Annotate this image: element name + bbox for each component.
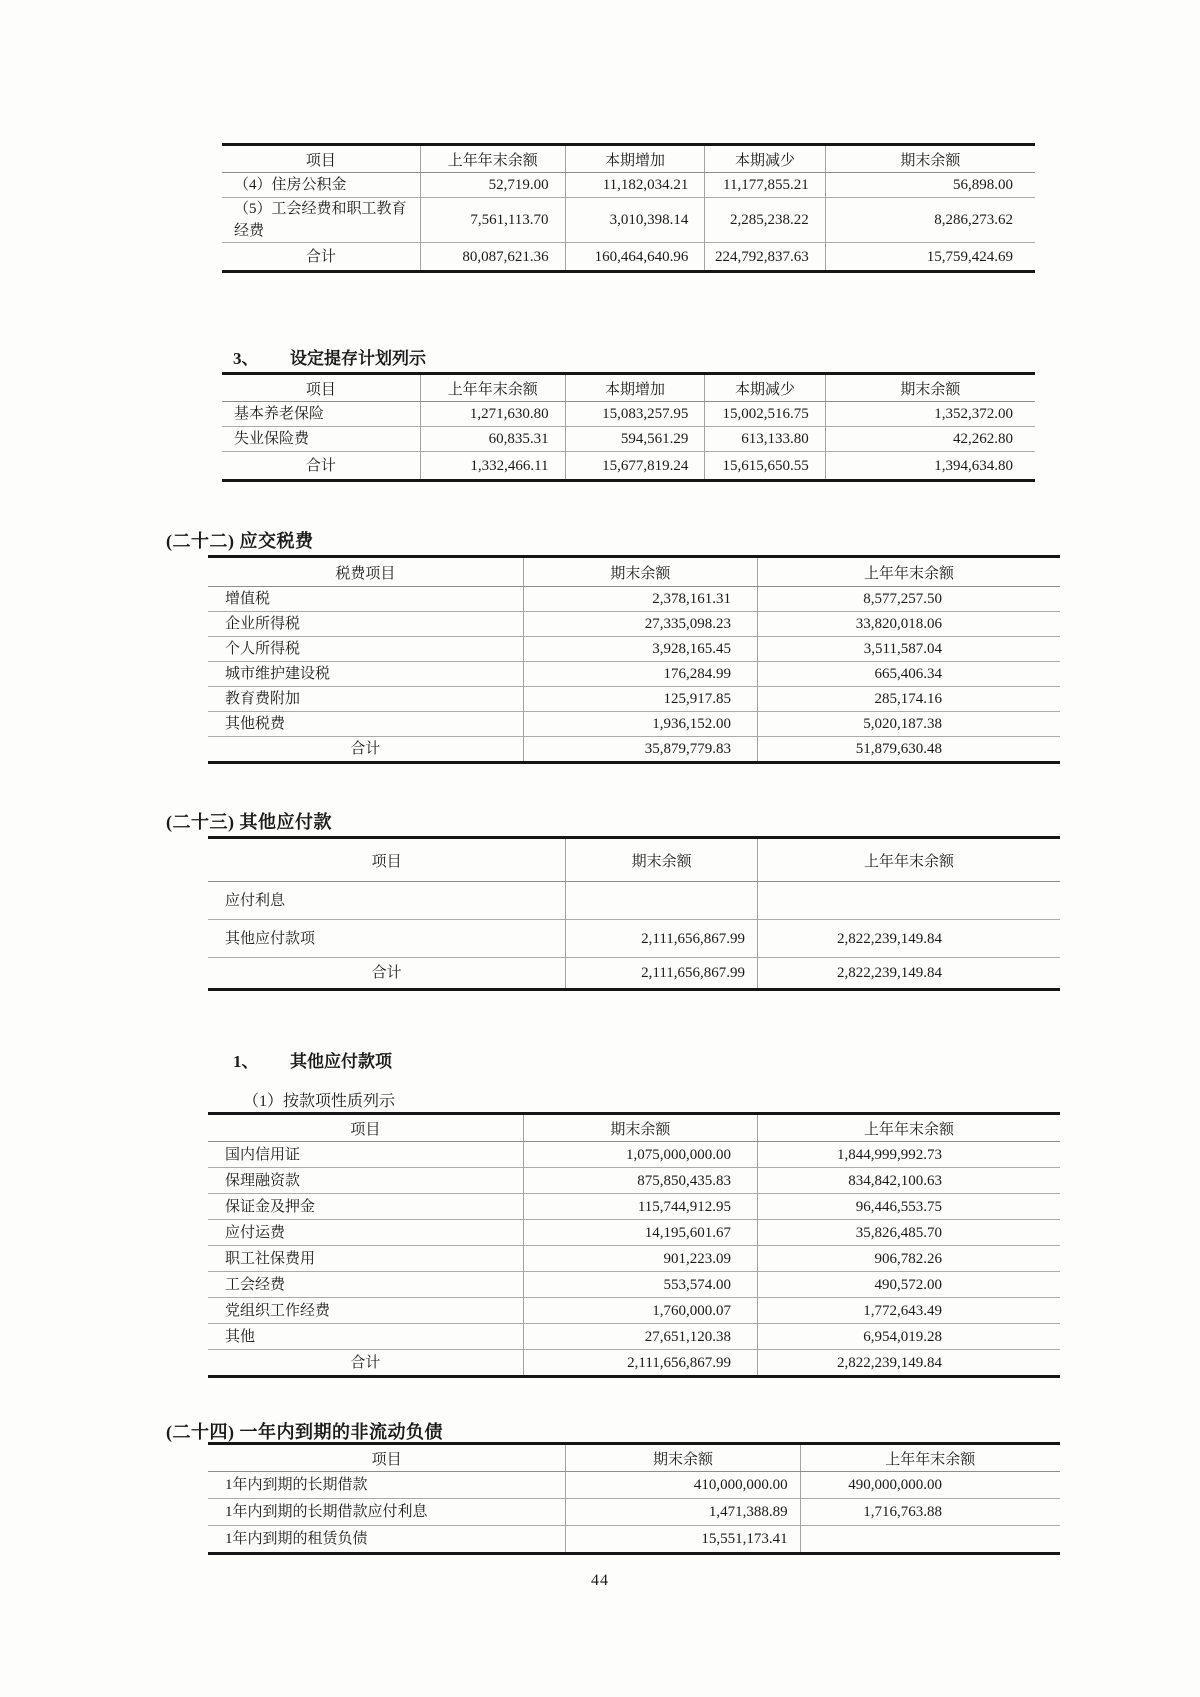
column-header: 项目 (208, 1444, 566, 1472)
column-header: 期末余额 (523, 1114, 757, 1142)
other-payables-grid (208, 836, 1060, 991)
row-label: 其他 (208, 1324, 523, 1350)
cell-value: 15,677,819.24 (565, 452, 705, 481)
cell-value: 2,111,656,867.99 (566, 920, 758, 958)
cell-value: 906,782.26 (758, 1246, 1060, 1272)
cell-value: 1,844,999,992.73 (758, 1142, 1060, 1168)
row-label: 教育费附加 (208, 687, 523, 712)
cell-value: 52,719.00 (420, 173, 565, 198)
cell-value: 665,406.34 (758, 662, 1060, 687)
cell-value: 901,223.09 (523, 1246, 757, 1272)
cell-value: 553,574.00 (523, 1272, 757, 1298)
cell-value: 27,335,098.23 (523, 612, 757, 637)
column-header: 期末余额 (523, 557, 757, 587)
cell-value: 176,284.99 (523, 662, 757, 687)
cell-value: 875,850,435.83 (523, 1168, 757, 1194)
other-payables-by-nature-table (208, 1112, 1060, 1378)
cell-value: 834,842,100.63 (758, 1168, 1060, 1194)
cell-value: 8,577,257.50 (758, 587, 1060, 612)
row-label: 1年内到期的长期借款 (225, 1477, 368, 1493)
column-header: 上年年末余额 (758, 557, 1060, 587)
section-23-heading: (二十三) 其他应付款 (166, 812, 332, 832)
cell-value: 15,083,257.95 (565, 402, 705, 427)
cell-value: 2,111,656,867.99 (523, 1350, 757, 1377)
row-label: 企业所得税 (208, 612, 523, 637)
row-label: 保理融资款 (208, 1168, 523, 1194)
column-header: 项目 (208, 1114, 523, 1142)
cell-value: 15,002,516.75 (705, 402, 825, 427)
row-label: 保证金及押金 (208, 1194, 523, 1220)
row-label: 应付运费 (208, 1220, 523, 1246)
cell-value: 3,511,587.04 (758, 637, 1060, 662)
cell-value: 35,879,779.83 (523, 737, 757, 763)
section-3-heading (233, 344, 426, 369)
column-header: 期末余额 (566, 838, 758, 882)
cell-value: 56,898.00 (825, 173, 1035, 198)
section-3-title: 设定提存计划列示 (290, 349, 426, 368)
row-label: 其他税费 (208, 712, 523, 737)
column-header: 本期减少 (705, 145, 825, 173)
row-label: 个人所得税 (208, 637, 523, 662)
column-header: 项目 (208, 838, 566, 882)
cell-value: 1,352,372.00 (825, 402, 1035, 427)
cell-value: 1,394,634.80 (825, 452, 1035, 481)
cell-value: 1,760,000.07 (523, 1298, 757, 1324)
cell-value: 2,822,239,149.84 (758, 920, 1060, 958)
staff-costs-continued-table (222, 143, 1035, 273)
cell-value (566, 882, 758, 920)
cell-value: 15,759,424.69 (825, 243, 1035, 272)
subsection-1-number: 1、 (233, 1052, 259, 1071)
cell-value: 1,716,763.88 (800, 1499, 1060, 1526)
cell-value: 14,195,601.67 (523, 1220, 757, 1246)
taxes-payable-grid (208, 555, 1060, 764)
cell-value: 2,822,239,149.84 (758, 958, 1060, 990)
column-header: 上年年末余额 (758, 838, 1060, 882)
other-payables-by-nature-grid (208, 1112, 1060, 1378)
column-header: 期末余额 (825, 145, 1035, 173)
cell-value: 490,572.00 (758, 1272, 1060, 1298)
cell-value: 6,954,019.28 (758, 1324, 1060, 1350)
row-label: 基本养老保险 (234, 406, 325, 422)
cell-value: 3,928,165.45 (523, 637, 757, 662)
cell-value: 5,020,187.38 (758, 712, 1060, 737)
column-header: 期末余额 (566, 1444, 800, 1472)
row-label: 城市维护建设税 (208, 662, 523, 687)
row-label: 党组织工作经费 (208, 1298, 523, 1324)
noncurrent-liabilities-table (208, 1442, 1060, 1555)
defined-contribution-grid (222, 372, 1035, 482)
cell-value: 27,651,120.38 (523, 1324, 757, 1350)
cell-value: 96,446,553.75 (758, 1194, 1060, 1220)
column-header: 税费项目 (208, 557, 523, 587)
total-row-label: 合计 (222, 243, 420, 272)
row-label: （4）住房公积金 (234, 177, 347, 193)
cell-value: 115,744,912.95 (523, 1194, 757, 1220)
cell-value: 42,262.80 (825, 427, 1035, 452)
noncurrent-due-1y-grid (208, 1442, 1060, 1555)
cell-value: 1,332,466.11 (420, 452, 565, 481)
total-row-label: 合计 (208, 1350, 523, 1377)
cell-value: 8,286,273.62 (825, 198, 1035, 243)
section-3-number: 3、 (233, 349, 259, 368)
section-22-heading: (二十二) 应交税费 (166, 531, 314, 551)
column-header: 项目 (222, 374, 420, 402)
column-header: 本期增加 (565, 374, 705, 402)
row-label: 工会经费 (208, 1272, 523, 1298)
cell-value: 1,471,388.89 (566, 1499, 800, 1526)
cell-value: 3,010,398.14 (565, 198, 705, 243)
cell-value: 15,551,173.41 (566, 1526, 800, 1554)
cell-value: 160,464,640.96 (565, 243, 705, 272)
cell-value: 80,087,621.36 (420, 243, 565, 272)
cell-value: 15,615,650.55 (705, 452, 825, 481)
cell-value: 1,772,643.49 (758, 1298, 1060, 1324)
cell-value: 33,820,018.06 (758, 612, 1060, 637)
row-label: 1年内到期的租赁负债 (208, 1526, 566, 1554)
row-label: 1年内到期的长期借款应付利息 (208, 1499, 566, 1526)
cell-value: 7,561,113.70 (420, 198, 565, 243)
cell-value: 11,182,034.21 (565, 173, 705, 198)
row-label: 应付利息 (225, 892, 286, 909)
column-header: 上年年末余额 (800, 1444, 1060, 1472)
column-header: 上年年末余额 (420, 145, 565, 173)
taxes-payable-table (208, 555, 1060, 764)
defined-contribution-table (222, 372, 1035, 482)
cell-value: 594,561.29 (565, 427, 705, 452)
section-24-heading: (二十四) 一年内到期的非流动负债 (166, 1422, 443, 1442)
row-label: 其他应付款项 (208, 920, 566, 958)
subsection-1-title: 其他应付款项 (290, 1052, 392, 1071)
cell-value: 1,936,152.00 (523, 712, 757, 737)
cell-value: 410,000,000.00 (566, 1472, 800, 1499)
cell-value: 613,133.80 (705, 427, 825, 452)
cell-value: 60,835.31 (420, 427, 565, 452)
cell-value (758, 882, 1060, 920)
column-header: 上年年末余额 (420, 374, 565, 402)
cell-value: 490,000,000.00 (800, 1472, 1060, 1499)
column-header: 上年年末余额 (758, 1114, 1060, 1142)
by-nature-subheading: （1）按款项性质列示 (243, 1093, 396, 1110)
cell-value: 2,378,161.31 (523, 587, 757, 612)
cell-value: 2,822,239,149.84 (758, 1350, 1060, 1377)
total-row-label: 合计 (222, 452, 420, 481)
row-label: 国内信用证 (225, 1146, 301, 1163)
cell-value: 35,826,485.70 (758, 1220, 1060, 1246)
cell-value: 1,075,000,000.00 (523, 1142, 757, 1168)
column-header: 本期增加 (565, 145, 705, 173)
page-number: 44 (591, 1572, 609, 1589)
cell-value: 2,111,656,867.99 (566, 958, 758, 990)
cell-value: 285,174.16 (758, 687, 1060, 712)
cell-value: 51,879,630.48 (758, 737, 1060, 763)
subsection-1-heading (233, 1047, 392, 1072)
column-header: 项目 (222, 145, 420, 173)
staff-costs-continued-grid (222, 143, 1035, 273)
total-row-label: 合计 (208, 737, 523, 763)
cell-value: 2,285,238.22 (705, 198, 825, 243)
row-label: 增值税 (225, 591, 271, 607)
cell-value: 125,917.85 (523, 687, 757, 712)
row-label: 失业保险费 (222, 427, 420, 452)
column-header: 期末余额 (825, 374, 1035, 402)
cell-value: 224,792,837.63 (705, 243, 825, 272)
cell-value: 11,177,855.21 (705, 173, 825, 198)
row-label: （5）工会经费和职工教育经费 (222, 198, 420, 243)
cell-value: 1,271,630.80 (420, 402, 565, 427)
total-row-label: 合计 (208, 958, 566, 990)
row-label: 职工社保费用 (208, 1246, 523, 1272)
cell-value (800, 1526, 1060, 1554)
column-header: 本期减少 (705, 374, 825, 402)
other-payables-table (208, 836, 1060, 991)
